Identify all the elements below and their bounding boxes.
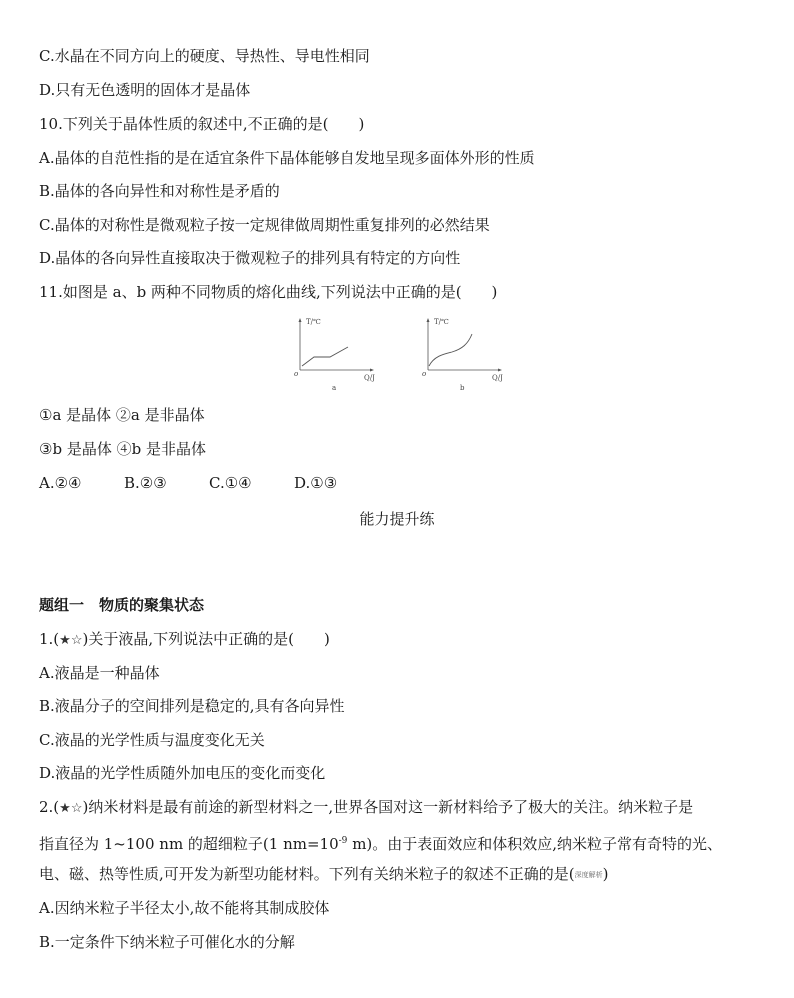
q10-option-c: C.晶体的对称性是微观粒子按一定规律做周期性重复排列的必然结果: [39, 216, 490, 234]
q2-line2-exponent: -9: [338, 836, 348, 846]
q10-option-d: D.晶体的各向异性直接取决于微观粒子的排列具有特定的方向性: [39, 249, 461, 267]
q2-line1-text: )纳米材料是最有前途的新型材料之一,世界各国对这一新材料给予了极大的关注。纳米粒子是: [82, 798, 694, 816]
y-axis-arrow: [299, 318, 302, 322]
caption-a: a: [332, 384, 337, 392]
group1-title: 题组一 物质的聚集状态: [39, 596, 205, 614]
q11-statement-line1: ①a 是晶体 ②a 是非晶体: [39, 406, 205, 424]
q11-stem: 11.如图是 a、b 两种不同物质的熔化曲线,下列说法中正确的是( ): [39, 283, 498, 301]
q11-option-b: B.②③: [124, 474, 167, 492]
ylabel-b: T/℃: [434, 318, 449, 326]
x-axis-arrow: [370, 369, 374, 372]
curve-a: [302, 347, 348, 366]
q1-option-c: C.液晶的光学性质与温度变化无关: [39, 731, 265, 749]
q1-number: 1.(: [39, 630, 60, 648]
q2-line2-b: m)。由于表面效应和体积效应,纳米粒子常有奇特的光、: [347, 835, 723, 853]
q2-line3: [39, 864, 608, 885]
q2-option-b: B.一定条件下纳米粒子可催化水的分解: [39, 933, 295, 951]
q11-options: [39, 473, 337, 493]
q1-option-a: A.液晶是一种晶体: [39, 664, 160, 682]
q2-line3-end: ): [602, 865, 609, 883]
q9-option-c: C.水晶在不同方向上的硬度、导热性、导电性相同: [39, 47, 370, 65]
group1-q1-stem: [39, 629, 330, 651]
melting-curve-b: [416, 314, 506, 394]
deep-analysis-tag: 深度解析: [574, 871, 603, 879]
q1-option-d: D.液晶的光学性质随外加电压的变化而变化: [39, 764, 326, 782]
q2-line2: [39, 831, 722, 854]
xlabel-b: Q/J: [492, 374, 503, 382]
difficulty-star-icon: ★☆: [59, 801, 83, 816]
q1-stem-text: )关于液晶,下列说法中正确的是( ): [82, 630, 330, 648]
origin-b: o: [422, 370, 427, 378]
q11-option-d: D.①③: [294, 474, 338, 492]
q2-line3-text: 电、磁、热等性质,可开发为新型功能材料。下列有关纳米粒子的叙述不正确的是(: [39, 865, 575, 883]
y-axis-arrow: [427, 318, 430, 322]
x-axis-arrow: [498, 369, 502, 372]
xlabel-a: Q/J: [364, 374, 375, 382]
q2-number: 2.(: [39, 798, 60, 816]
q2-line1: [39, 797, 693, 819]
difficulty-star-icon: ★☆: [59, 633, 83, 648]
ylabel-a: T/℃: [306, 318, 321, 326]
section-title: 能力提升练: [359, 510, 435, 528]
caption-b: b: [460, 384, 465, 392]
origin-a: o: [294, 370, 299, 378]
q11-statement-line2: ③b 是晶体 ④b 是非晶体: [39, 440, 206, 458]
melting-curve-a: [288, 314, 378, 394]
q1-option-b: B.液晶分子的空间排列是稳定的,具有各向异性: [39, 697, 345, 715]
q2-line2-a: 指直径为 1~100 nm 的超细粒子(1 nm=10: [39, 835, 339, 853]
q11-option-c: C.①④: [209, 474, 252, 492]
curve-b: [429, 334, 472, 366]
q10-option-b: B.晶体的各向异性和对称性是矛盾的: [39, 182, 280, 200]
q10-stem: 10.下列关于晶体性质的叙述中,不正确的是( ): [39, 115, 365, 133]
q9-option-d: D.只有无色透明的固体才是晶体: [39, 81, 251, 99]
q2-option-a: A.因纳米粒子半径太小,故不能将其制成胶体: [39, 899, 330, 917]
q10-option-a: A.晶体的自范性指的是在适宜条件下晶体能够自发地呈现多面体外形的性质: [39, 149, 535, 167]
q11-option-a: A.②④: [39, 474, 82, 492]
